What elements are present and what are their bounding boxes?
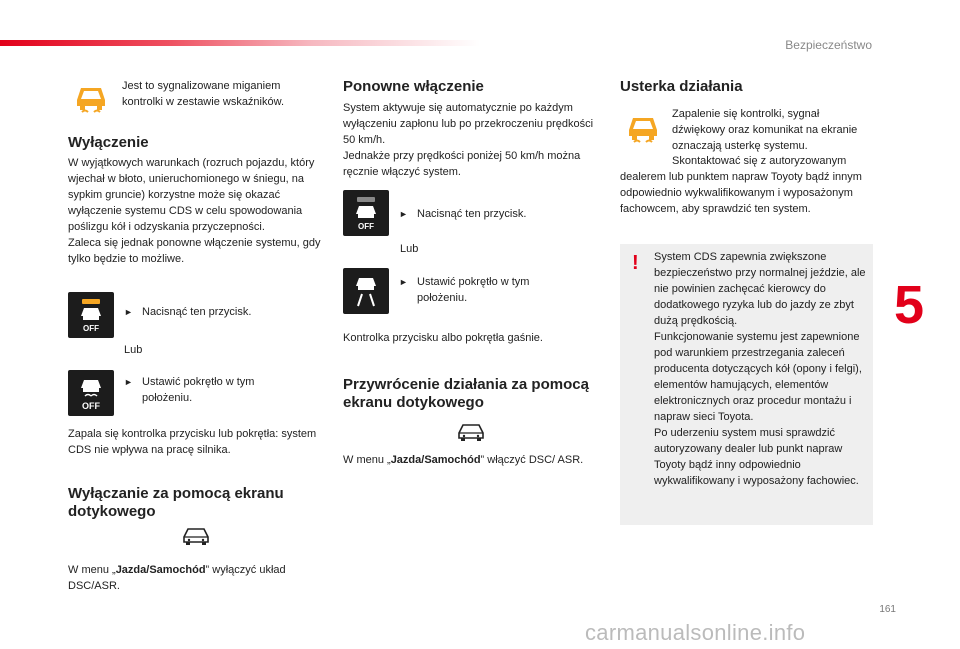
cds-button-icon (343, 190, 389, 236)
skid-fault-lamp-icon (626, 112, 660, 151)
bullet-arrow-icon: ► (124, 307, 133, 317)
car-menu-icon (455, 422, 487, 447)
skid-warning-lamp-icon (74, 82, 108, 121)
off-step2: Ustawić pokrętło w tym położeniu. (142, 376, 255, 404)
on-step1: Nacisnąć ten przycisk. (417, 208, 527, 220)
off-lamp-text: Zapala się kontrolka przycisku lub pokrętła: system CDS nie wpływa na pracę silnika. (68, 428, 317, 456)
off-step1: Nacisnąć ten przycisk. (142, 306, 252, 318)
watermark: carmanualsonline.info (585, 620, 806, 645)
off-label: OFF (83, 324, 99, 333)
on-step2: Ustawić pokrętło w tym położeniu. (417, 276, 530, 304)
page-number: 161 (879, 604, 896, 615)
on-text: System aktywuje się automatycznie po każdym wyłączeniu zapłonu lub po przekroczeniu prędkości 50 km/h. Jednakże przy prędkości poniżej 50 km/h można ręcznie włączyć system. (343, 102, 594, 178)
off-text: W wyjątkowych warunkach (rozruch pojazdu, który wjechał w błoto, unieruchomionego w śniegu, na sypkim gruncie) korzystne może się okazać wyłączenie systemu CDS w celu spowodowania poślizgu kół i odzyskania przyczepności. Zaleca się jednak ponowne włączenie systemu, gdy tylko będzie to możliwe. (68, 157, 321, 265)
car-menu-icon (180, 526, 212, 551)
off-label: OFF (358, 222, 374, 231)
off-label: OFF (82, 401, 100, 411)
cds-dial-on-icon (343, 268, 389, 314)
bullet-arrow-icon: ► (399, 277, 408, 287)
restore-text: W menu „Jazda/Samochód” włączyć DSC/ ASR. (343, 454, 584, 466)
bullet-arrow-icon: ► (399, 209, 408, 219)
cds-off-button-icon (68, 292, 114, 338)
fault-intro: Zapalenie się kontrolki, sygnał dźwiękowy oraz komunikat na ekranie oznaczają usterkę systemu. (672, 108, 858, 152)
section-title: Bezpieczeństwo (785, 38, 872, 52)
off-or: Lub (124, 344, 143, 356)
on-or: Lub (400, 243, 419, 255)
restore-title: Przywrócenie działania za pomocą ekranu dotykowego (343, 376, 589, 411)
chapter-number: 5 (894, 275, 925, 335)
on-lamp-text: Kontrolka przycisku albo pokrętła gaśnie. (343, 332, 543, 344)
cds-off-dial-icon (68, 370, 114, 416)
header-accent-bar (0, 40, 480, 46)
touch-off-text: W menu „Jazda/Samochód” wyłączyć układ DSC/ASR. (68, 564, 286, 592)
fault-text: Skontaktować się z autoryzowanym dealerem lub punktem napraw Toyoty bądź innym odpowiednio wykwalifikowanym i wyposażonym fachowcem, aby sprawdzić ten system. (620, 155, 862, 215)
warning-box (620, 244, 873, 525)
touch-off-title: Wyłączanie za pomocą ekranu dotykowego (68, 485, 284, 520)
fault-title: Usterka działania (620, 78, 743, 95)
off-title: Wyłączenie (68, 134, 149, 151)
on-title: Ponowne włączenie (343, 78, 484, 95)
bullet-arrow-icon: ► (124, 377, 133, 387)
warning-text: System CDS zapewnia zwiększone bezpieczeństwo przy normalnej jeździe, ale nie powinien zachęcać kierowcy do dodatkowego ryzyka lub do jazdy ze zbyt dużą prędkością. Funkcjonowanie systemu jest zapewnione pod warunkiem przestrzegania zaleceń producenta dotyczących kół (opony i felgi), elementów hamujących, elementów elektronicznych oraz procedur montażu i napraw sieci Toyota. Po uderzeniu system musi sprawdzić autoryzowany dealer lub punkt napraw Toyoty bądź inny odpowiednio wykwalifikowany i wyposażony fachowiec. (654, 251, 866, 487)
intro-text: Jest to sygnalizowane miganiem kontrolki w zestawie wskaźników. (122, 80, 285, 108)
exclamation-icon: ! (632, 252, 639, 274)
